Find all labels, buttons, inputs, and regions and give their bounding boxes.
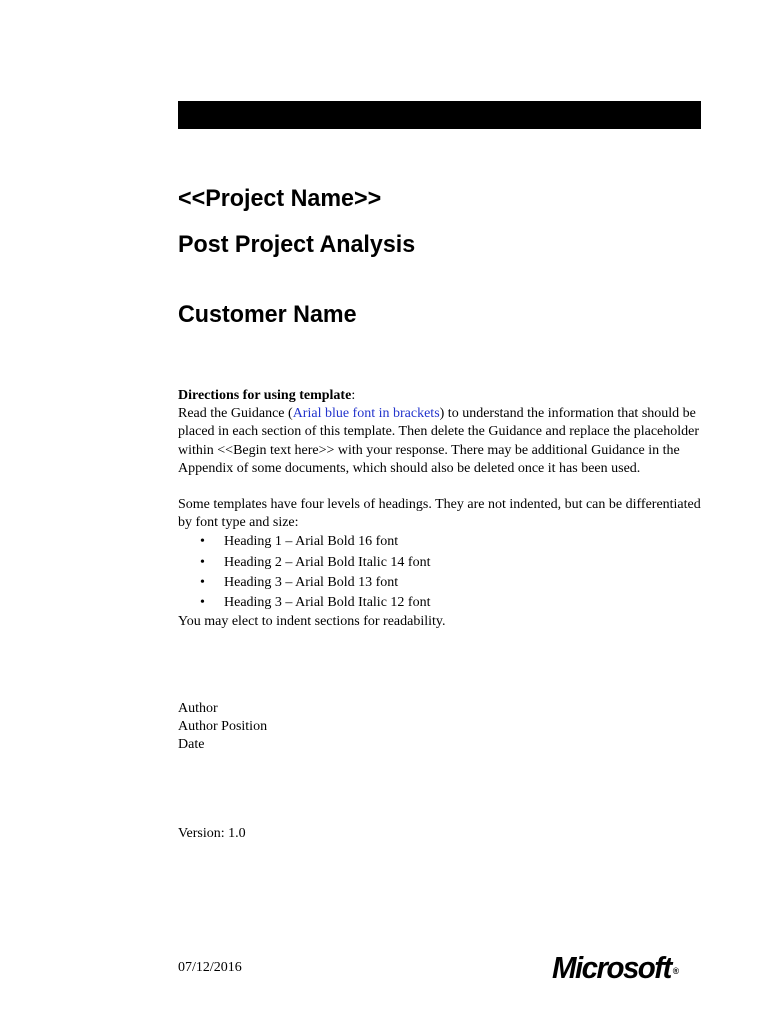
header-black-bar	[178, 101, 701, 129]
author-block	[178, 700, 267, 755]
registered-mark: ®	[672, 966, 680, 976]
list-item	[178, 593, 708, 613]
microsoft-logo	[552, 950, 679, 986]
list-item-text: Heading 3 – Arial Bold Italic 12 font	[224, 595, 431, 611]
heading-levels-list	[178, 532, 708, 613]
bullet-icon: •	[200, 574, 205, 590]
version-label: Version: 1.0	[178, 826, 246, 841]
logo-wordmark: Microsoft	[552, 950, 671, 985]
bullet-icon: •	[200, 595, 205, 611]
directions-title-colon: :	[351, 388, 356, 403]
author-date: Date	[178, 737, 205, 753]
author-position: Author Position	[178, 719, 268, 735]
customer-name-heading: Customer Name	[178, 301, 357, 328]
directions-title: Directions for using template	[178, 388, 352, 403]
list-item-text: Heading 2 – Arial Bold Italic 14 font	[224, 554, 431, 570]
footer-date: 07/12/2016	[178, 960, 242, 975]
bullet-icon: •	[200, 534, 205, 550]
guidance-text-after: ) to understand the information that should be placed in each section of this template. Then delete the Guidance and replace the placeholder within <<Begin text here>> with your response. There may be additional Guidance in the Appendix of some documents, which should also be deleted once it has been used.	[178, 406, 700, 476]
author-name: Author	[178, 701, 218, 716]
guidance-text-before: Read the Guidance (	[178, 406, 293, 422]
directions-paragraph-2	[178, 496, 708, 631]
heading-levels-intro: Some templates have four levels of headings. They are not indented, but can be differentiated by font type and size:	[178, 497, 701, 531]
indent-note: You may elect to indent sections for readability.	[178, 614, 446, 630]
project-name-heading: <<Project Name>>	[178, 185, 382, 212]
list-item	[178, 553, 708, 573]
bullet-icon: •	[200, 554, 205, 570]
directions-paragraph-1	[178, 387, 708, 478]
list-item-text: Heading 3 – Arial Bold 13 font	[224, 574, 399, 590]
list-item-text: Heading 1 – Arial Bold 16 font	[224, 534, 399, 550]
list-item	[178, 573, 708, 593]
list-item	[178, 532, 708, 552]
directions-section	[178, 387, 708, 631]
guidance-blue-text: Arial blue font in brackets	[292, 406, 440, 422]
document-title: Post Project Analysis	[178, 231, 416, 258]
